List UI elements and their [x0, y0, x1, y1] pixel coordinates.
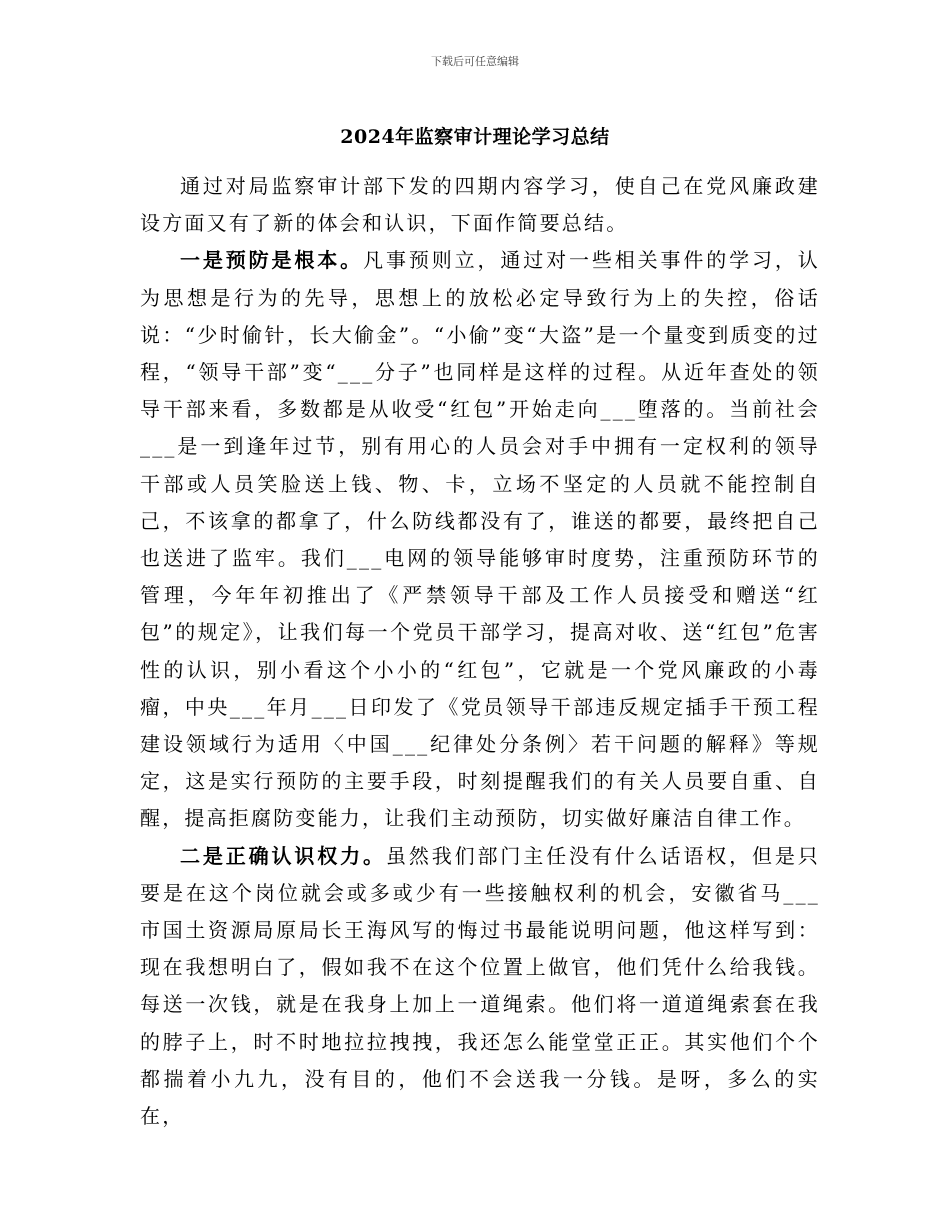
paragraph-lead: 二是正确认识权力。	[180, 843, 386, 868]
header-note: 下载后可任意编辑	[431, 55, 519, 68]
paragraph-prevention	[140, 242, 820, 837]
paragraph-text: 通过对局监察审计部下发的四期内容学习，使自己在党风廉政建设方面又有了新的体会和认识，下面作简要总结。	[140, 174, 820, 236]
paragraph-text: 虽然我们部门主任没有什么话语权，但是只要是在这个岗位就会或多或少有一些接触权利的机会，安徽省马___市国土资源局原局长王海风写的悔过书最能说明问题，他这样写到：现在我想明白了，假如我不在这个位置上做官，他们凭什么给我钱。每送一次钱，就是在我身上加上一道绳索。他们将一道道绳索套在我的脖子上，时不时地拉拉拽拽，我还怎么能堂堂正正。其实他们个个都揣着小九九，没有目的，他们不会送我一分钱。是呀，多么的实在，	[140, 843, 820, 1129]
document-body	[140, 168, 820, 1135]
document-title: 2024年监察审计理论学习总结	[340, 126, 610, 148]
paragraph-lead: 一是预防是根本。	[180, 248, 364, 273]
paragraph-text: 凡事预则立，通过对一些相关事件的学习，认为思想是行为的先导，思想上的放松必定导致行为上的失控，俗话说：“少时偷针，长大偷金”。“小偷”变“大盗”是一个量变到质变的过程，“领导干部”变“___分子”也同样是这样的过程。从近年查处的领导干部来看，多数都是从收受“红包”开始走向___堕落的。当前社会___是一到逢年过节，别有用心的人员会对手中拥有一定权利的领导干部或人员笑脸送上钱、物、卡，立场不坚定的人员就不能控制自己，不该拿的都拿了，什么防线都没有了，谁送的都要，最终把自己也送进了监牢。我们___电网的领导能够审时度势，注重预防环节的管理，今年年初推出了《严禁领导干部及工作人员接受和赠送“红包”的规定》，让我们每一个党员干部学习，提高对收、送“红包”危害性的认识，别小看这个小小的“红包”，它就是一个党风廉政的小毒瘤，中央___年月___日印发了《党员领导干部违反规定插手干预工程建设领域行为适用〈中国___纪律处分条例〉若干问题的解释》等规定，这是实行预防的主要手段，时刻提醒我们的有关人员要自重、自醒，提高拒腐防变能力，让我们主动预防，切实做好廉洁自律工作。	[140, 248, 821, 831]
paragraph-intro	[140, 168, 820, 242]
paragraph-power	[140, 838, 820, 1136]
